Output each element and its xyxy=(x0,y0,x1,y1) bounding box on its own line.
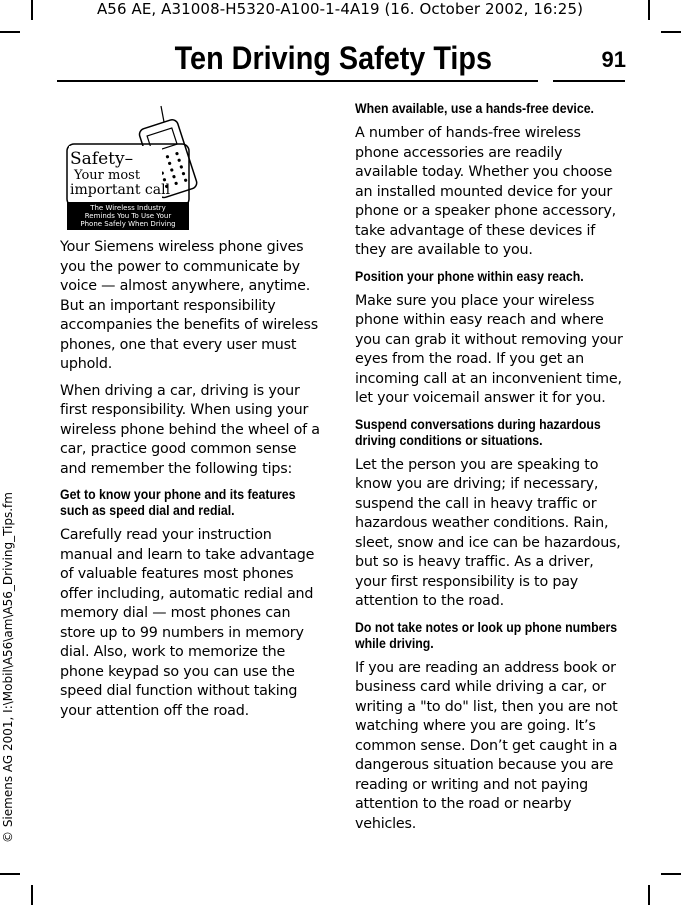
right-column xyxy=(355,100,625,841)
tip2-heading: When available, use a hands-free device. xyxy=(355,100,594,116)
tip4-body: Let the person you are speaking to know you are driving; if necessary, suspend the call in heavy traffic or hazardous weather conditions. Rain, sleet, snow and ice can be hazardous, but so is heavy traffic. As a driver, your first responsibility is to pay attention to the road. xyxy=(355,456,621,609)
crop-mark xyxy=(648,885,650,905)
tip5-heading: Do not take notes or look up phone numbers while driving. xyxy=(355,618,618,651)
crop-mark xyxy=(31,0,33,20)
safety-logo xyxy=(60,100,200,232)
title-rule xyxy=(57,80,538,82)
tip2-body: A number of hands-free wireless phone accessories are readily available today. Whether you choose an installed mounted device for your phone or a speaker phone accessory, take advantage of these devices if they are available to you. xyxy=(355,125,616,258)
page-number-rule xyxy=(553,80,625,82)
left-column xyxy=(60,100,324,728)
crop-mark xyxy=(0,31,20,33)
logo-box-line1: The Wireless Industry xyxy=(90,204,166,212)
crop-mark xyxy=(31,885,33,905)
crop-mark xyxy=(0,873,20,875)
crop-mark xyxy=(648,0,650,20)
document-header: A56 AE, A31008-H5320-A100-1-4A19 (16. October 2002, 16:25) xyxy=(96,0,584,18)
intro-paragraph-1: Your Siemens wireless phone gives you the power to communicate by voice — almost anywhere, anytime. But an important responsibility accompanies the benefits of wireless phones, one that every user must uphold. xyxy=(60,239,318,372)
tip3-heading: Position your phone within easy reach. xyxy=(355,267,584,284)
tip4-heading: Suspend conversations during hazardous driving conditions or situations. xyxy=(355,415,601,448)
page-title: Ten Driving Safety Tips xyxy=(174,40,492,76)
tip1-heading: Get to know your phone and its features such as speed dial and redial. xyxy=(60,486,296,518)
logo-text-safety: Safety– xyxy=(70,149,134,169)
crop-mark xyxy=(661,873,681,875)
logo-text-your-most: Your most xyxy=(74,168,141,183)
copyright-sidebar: © Siemens AG 2001, I:\Mobil\A56\am\A56_Driving_Tips.fm xyxy=(1,492,15,843)
intro-paragraph-2: When driving a car, driving is your first responsibility. When using your wireless phone behind the wheel of a car, practice good common sense and remember the following tips: xyxy=(60,382,320,477)
tip1-body: Carefully read your instruction manual and learn to take advantage of valuable features most phones offer including, automatic redial and memory dial — most phones can store up to 99 numbers in memory dial. Also, work to memorize the phone keypad so you can use the speed dial function without taking your attention off the road. xyxy=(60,527,315,719)
crop-mark xyxy=(661,31,681,33)
logo-text-important-call: important call xyxy=(70,182,171,198)
tip3-body: Make sure you place your wireless phone within easy reach and where you can grab it without removing your eyes from the road. If you get an incoming call at an inconvenient time, let your voicemail answer it for you. xyxy=(355,292,623,406)
logo-box-line2: Reminds You To Use Your xyxy=(84,212,172,220)
page-number: 91 xyxy=(601,47,626,72)
phone-icon xyxy=(60,100,200,232)
tip5-body: If you are reading an address book or business card while driving a car, or writing a "to do" list, then you are not watching where you are going. It’s common sense. Don’t get caught in a dangerous situation because you are reading or writing and not paying attention to the road or nearby vehicles. xyxy=(355,659,618,832)
logo-box-line3: Phone Safely When Driving xyxy=(80,220,176,228)
